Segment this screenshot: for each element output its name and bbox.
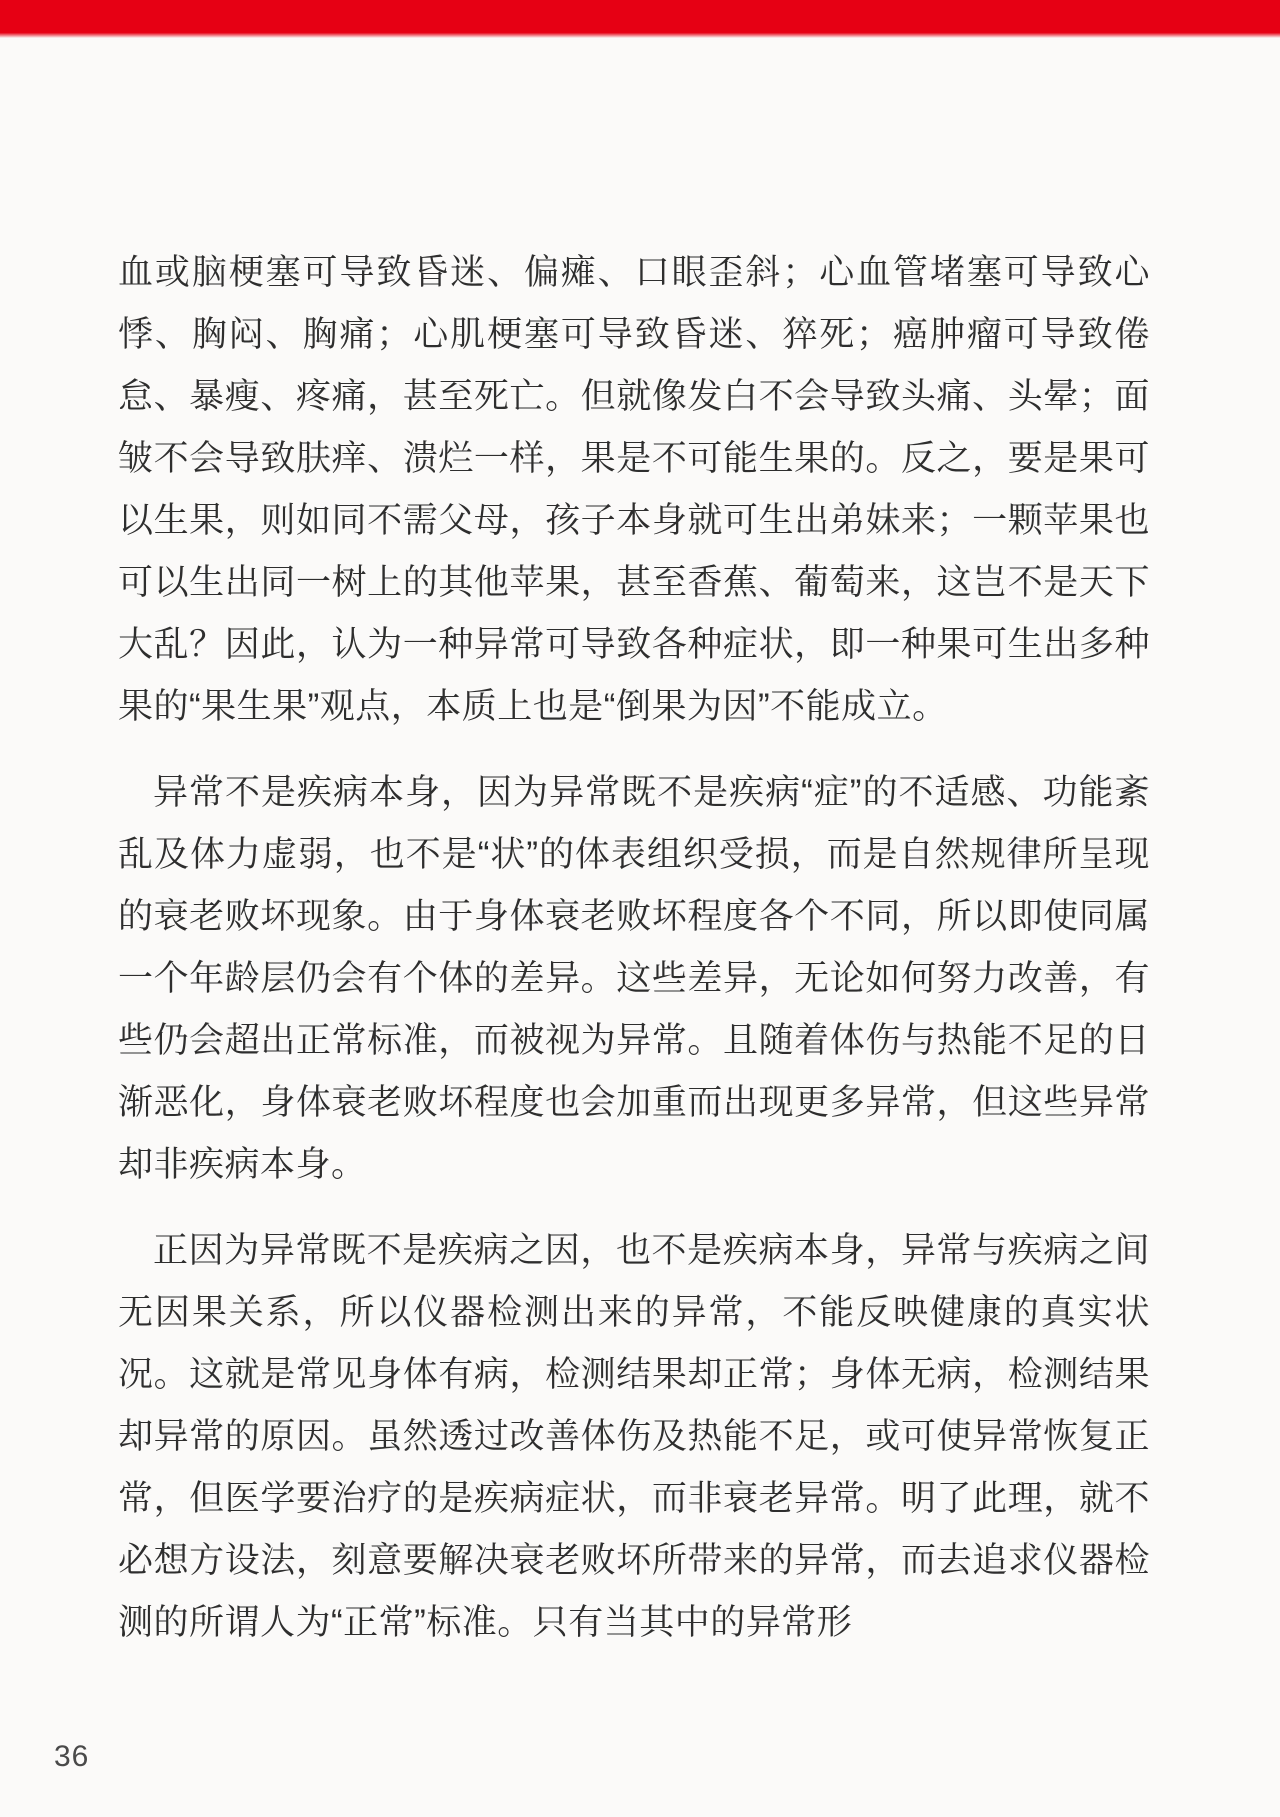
paragraph: 血或脑梗塞可导致昏迷、偏瘫、口眼歪斜；心血管堵塞可导致心悸、胸闷、胸痛；心肌梗塞可导致昏迷、猝死；癌肿瘤可导致倦怠、暴瘦、疼痛，甚至死亡。但就像发白不会导致头痛、头晕；面皱不会导致肤痒、溃烂一样，果是不可能生果的。反之，要是果可以生果，则如同不需父母，孩子本身就可生出弟妹来；一颗苹果也可以生出同一树上的其他苹果，甚至香蕉、葡萄来，这岂不是天下大乱？因此，认为一种异常可导致各种症状，即一种果可生出多种果的“果生果”观点，本质上也是“倒果为因”不能成立。 (118, 253, 1150, 726)
paragraph: 异常不是疾病本身，因为异常既不是疾病“症”的不适感、功能紊乱及体力虚弱，也不是“状”的体表组织受损，而是自然规律所呈现的衰老败坏现象。由于身体衰老败坏程度各个不同，所以即使同属一个年龄层仍会有个体的差异。这些差异，无论如何努力改善，有些仍会超出正常标准，而被视为异常。且随着体伤与热能不足的日渐恶化，身体衰老败坏程度也会加重而出现更多异常，但这些异常却非疾病本身。 (118, 773, 1150, 1184)
page-number: 36 (54, 1740, 90, 1773)
top-accent-bar (0, 0, 1280, 38)
body-text (0, 242, 1280, 1654)
paragraph: 正因为异常既不是疾病之因，也不是疾病本身，异常与疾病之间无因果关系，所以仪器检测出来的异常，不能反映健康的真实状况。这就是常见身体有病，检测结果却正常；身体无病，检测结果却异常的原因。虽然透过改善体伤及热能不足，或可使异常恢复正常，但医学要治疗的是疾病症状，而非衰老异常。明了此理，就不必想方设法，刻意要解决衰老败坏所带来的异常，而去追求仪器检测的所谓人为“正常”标准。只有当其中的异常形 (118, 1231, 1150, 1642)
